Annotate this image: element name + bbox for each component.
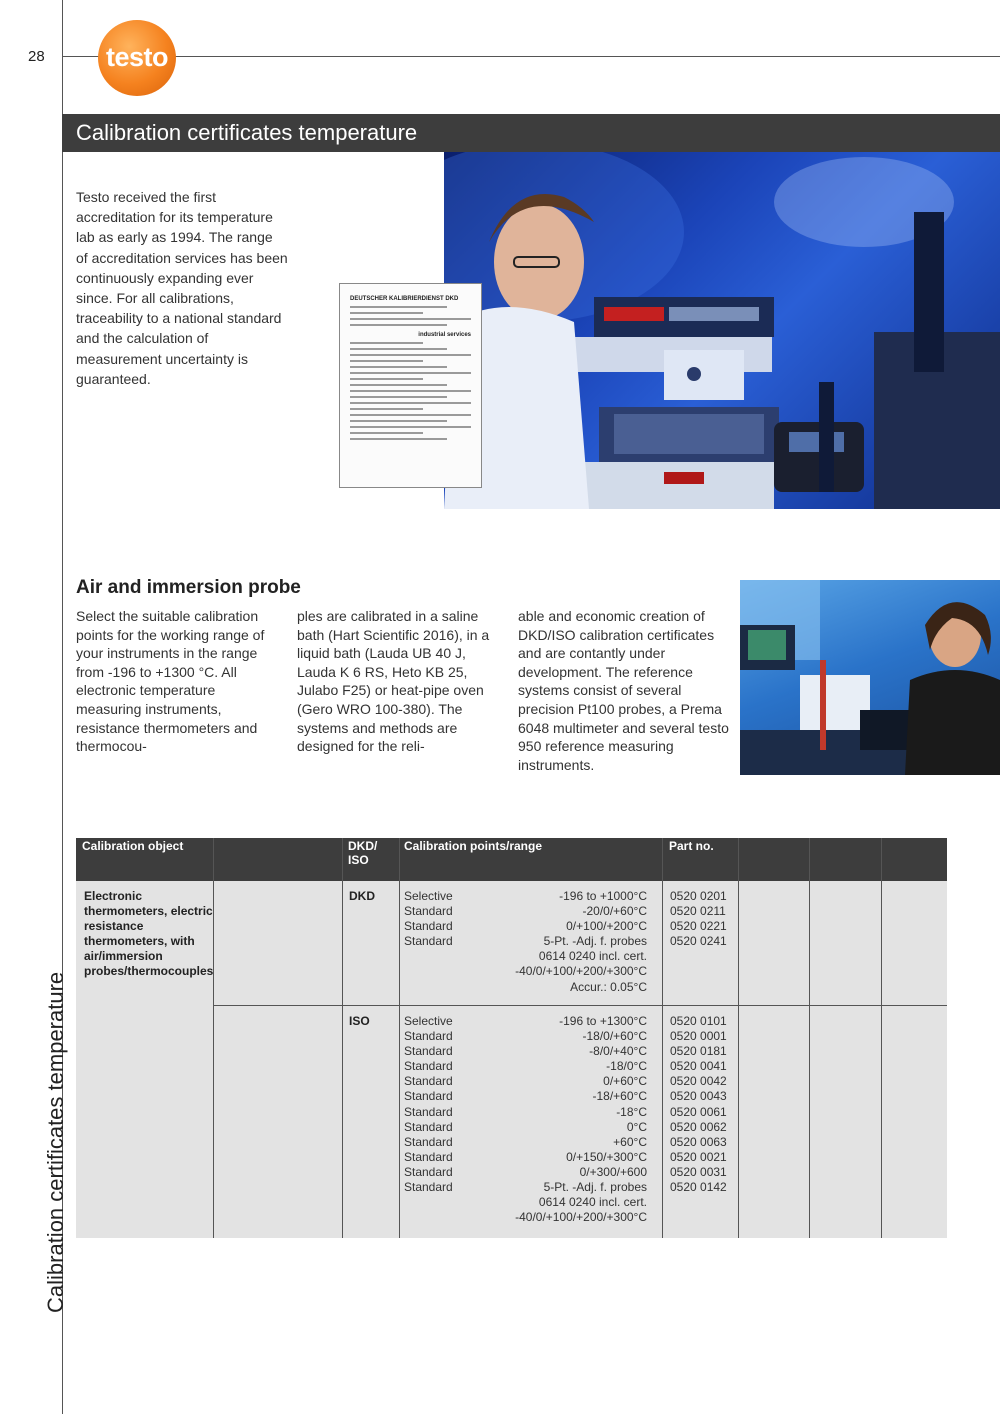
calibration-range: -196 to +1000°C: [559, 889, 647, 903]
certificate-line: [350, 348, 447, 350]
header-rule: [62, 56, 1000, 57]
calibration-label: Standard: [404, 1059, 453, 1074]
part-number: 0520 0211: [670, 904, 726, 919]
part-number: 0520 0061: [670, 1104, 727, 1119]
calibration-object-cell: Electronic thermometers, electric resistance thermometers, with air/immersion probes/thermocouples: [84, 889, 214, 979]
part-number: 0520 0181: [670, 1044, 727, 1059]
certificate-line: [350, 408, 423, 410]
part-number: 0520 0001: [670, 1029, 727, 1044]
iso-labels: [404, 1014, 453, 1195]
calibration-range: -18/+60°C: [592, 1089, 647, 1104]
iso-ranges: [476, 1014, 647, 1225]
section-heading: Air and immersion probe: [76, 577, 301, 598]
calibration-range: 5-Pt. -Adj. f. probes: [543, 1180, 647, 1195]
certificate-line: [350, 390, 471, 392]
column-divider: [399, 838, 400, 881]
calibration-label: Selective: [404, 1014, 453, 1028]
certificate-line: [350, 414, 471, 416]
title-bar: [62, 114, 1000, 152]
certificate-line: [350, 420, 447, 422]
column-divider: [881, 838, 882, 881]
side-section-label: Calibration certificates temperature: [43, 971, 68, 1313]
calibration-label: Standard: [404, 934, 453, 949]
certificate-line: [350, 318, 471, 320]
calibration-range: 0/+300/+600: [579, 1164, 647, 1179]
technician-photo-art: [740, 580, 1000, 775]
calibration-range: 0614 0240 incl. cert.: [538, 1195, 647, 1210]
calibration-label: Standard: [404, 1074, 453, 1089]
certificate-line: [350, 342, 423, 344]
calibration-range: -18/0/+60°C: [582, 1029, 647, 1044]
lab-photo: [444, 152, 1000, 509]
calibration-label: Standard: [404, 1149, 453, 1164]
column-divider: [342, 838, 343, 881]
calibration-range: -196 to +1300°C: [559, 1014, 647, 1028]
calibration-range: 0/+100/+200°C: [566, 919, 647, 934]
calibration-range: +60°C: [613, 1134, 647, 1149]
calibration-label: Standard: [404, 1104, 453, 1119]
part-number: 0520 0021: [670, 1149, 727, 1164]
calibration-label: Standard: [404, 1134, 453, 1149]
calibration-range: -18/0°C: [606, 1059, 647, 1074]
part-number: 0520 0241: [670, 934, 727, 949]
dkd-labels: [404, 889, 453, 949]
calibration-range: -40/0/+100/+200/+300°C: [515, 1210, 647, 1225]
table-row-dkd: [76, 881, 947, 1006]
iso-part-numbers: [670, 1014, 727, 1195]
table-header: [76, 838, 947, 881]
certificate-line: [350, 426, 471, 428]
part-number: 0520 0201: [670, 889, 727, 903]
body-column-2: ples are calibrated in a saline bath (Hart Scientific 2016), in a liquid bath (Lauda UB 40 J, Lauda K 6 RS, Heto KB 25, Julabo F25) or heat-pipe oven (Gero WRO 100-380). The systems and methods are designed for the reli-: [297, 608, 490, 755]
certificate-subheading: industrial services: [418, 332, 471, 338]
header-calibration-object: Calibration object: [82, 839, 184, 853]
dkd-ranges: [476, 889, 647, 995]
part-number: 0520 0142: [670, 1180, 727, 1195]
calibration-label: Standard: [404, 1029, 453, 1044]
calibration-label: Standard: [404, 919, 453, 934]
calibration-range: 0/+60°C: [603, 1074, 647, 1089]
technician-photo: [740, 580, 1000, 775]
header-part-no: Part no.: [669, 839, 714, 853]
part-number: 0520 0041: [670, 1059, 727, 1074]
calibration-range: 5-Pt. -Adj. f. probes: [543, 934, 647, 949]
intro-paragraph: Testo received the first accreditation for its temperature lab as early as 1994. The range of accreditation services has been continuously expanding ever since. For all calibrations, traceability to a national standard and the calculation of measurement uncertainty is guaranteed.: [76, 189, 288, 387]
certificate-line: [350, 384, 447, 386]
part-number: 0520 0063: [670, 1134, 727, 1149]
calibration-range: -8/0/+40°C: [589, 1044, 647, 1059]
part-number: 0520 0101: [670, 1014, 727, 1028]
page-number: 28: [28, 48, 45, 65]
calibration-range: Accur.: 0.05°C: [570, 979, 647, 994]
part-number: 0520 0043: [670, 1089, 727, 1104]
certificate-line: [350, 378, 423, 380]
table-body: [76, 881, 947, 1238]
lab-photo-art: [444, 152, 1000, 509]
certificate-line: [350, 396, 447, 398]
calibration-range: -40/0/+100/+200/+300°C: [515, 964, 647, 979]
type-iso: ISO: [349, 1014, 370, 1028]
certificate-line: [350, 354, 471, 356]
certificate-line: [350, 432, 423, 434]
header-dkd-iso: DKD/ ISO: [348, 839, 378, 867]
testo-logo: [98, 20, 176, 96]
page-title: Calibration certificates temperature: [76, 120, 418, 145]
calibration-label: Standard: [404, 1089, 453, 1104]
calibration-range: -18°C: [616, 1104, 647, 1119]
dkd-part-numbers: [670, 889, 727, 949]
certificate-heading: DEUTSCHER KALIBRIERDIENST DKD: [350, 296, 459, 302]
certificate-line: [350, 372, 471, 374]
certificate-line: [350, 306, 447, 308]
calibration-label: Standard: [404, 1044, 453, 1059]
calibration-label: Standard: [404, 1119, 453, 1134]
logo-text: testo: [105, 41, 168, 72]
type-dkd: DKD: [349, 889, 375, 903]
certificate-document: [339, 283, 482, 488]
calibration-label: Standard: [404, 904, 453, 919]
certificate-line: [350, 366, 447, 368]
certificate-line: [350, 324, 447, 326]
part-number: 0520 0221: [670, 919, 727, 934]
certificate-line: [350, 312, 423, 314]
calibration-range: -20/0/+60°C: [582, 904, 647, 919]
calibration-range: 0/+150/+300°C: [566, 1149, 647, 1164]
body-column-1: Select the suitable calibration points for the working range of your instruments in the range from -196 to +1300 °C. All electronic temperature measuring instruments, resistance thermometers and thermocou-: [76, 608, 265, 755]
column-divider: [738, 838, 739, 881]
certificate-line: [350, 402, 471, 404]
column-divider: [809, 838, 810, 881]
calibration-label: Standard: [404, 1164, 453, 1179]
header-calibration-points: Calibration points/range: [404, 839, 543, 853]
part-number: 0520 0062: [670, 1119, 727, 1134]
calibration-label: Selective: [404, 889, 453, 903]
column-divider: [662, 838, 663, 881]
part-number: 0520 0031: [670, 1164, 727, 1179]
calibration-range: 0614 0240 incl. cert.: [538, 949, 647, 964]
table-row-iso: [76, 1006, 947, 1238]
column-divider: [213, 838, 214, 881]
certificate-line: [350, 438, 447, 440]
certificate-line: [350, 360, 423, 362]
part-number: 0520 0042: [670, 1074, 727, 1089]
calibration-label: Standard: [404, 1180, 453, 1195]
calibration-range: 0°C: [626, 1119, 647, 1134]
body-column-3: able and economic creation of DKD/ISO calibration certificates and are contantly under development. The reference systems consist of several precision Pt100 probes, a Prema 6048 multimeter and several testo 950 reference measuring instruments.: [518, 608, 729, 773]
calibration-table: [76, 838, 947, 1238]
